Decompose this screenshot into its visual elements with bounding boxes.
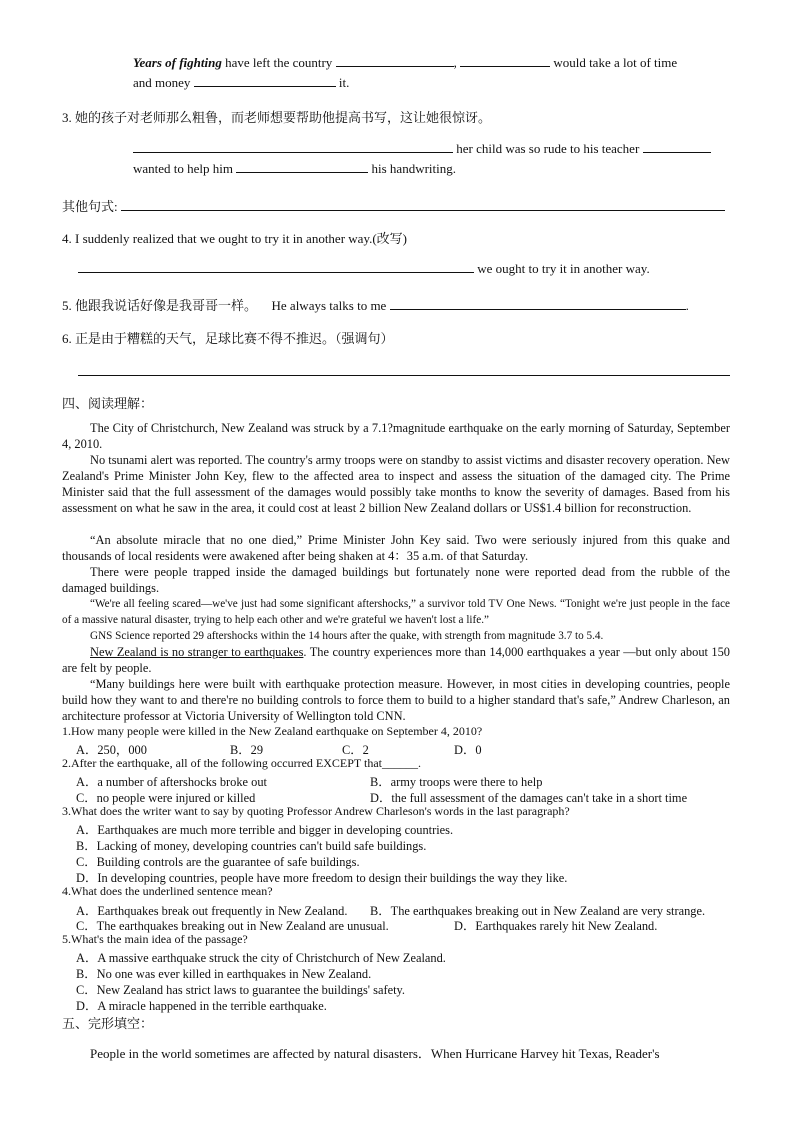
q2-option-b[interactable]: B．army troops were there to help — [370, 775, 543, 789]
q2-blank-3[interactable] — [194, 85, 336, 87]
q2-option-c[interactable]: C．no people were injured or killed — [76, 791, 256, 805]
passage-p2-text: No tsunami alert was reported. The country's army troops were on standby to assist victims and disaster recovery operation. New Zealand's Prime Minister John Key, flew to the affected area to inspect and assess the situation of the damaged city. The Prime Minister said that the full assessment of the damages would possibly take months to know the severity of damages. Based from his assessment on what he saw in the area, it could cost at least 2 billion New Zealand dollars or US$1.4 billion for reconstruction. — [62, 453, 730, 515]
q5-english: He always talks to me — [271, 298, 387, 313]
question-2: 2.After the earthquake, all of the following occurred EXCEPT that______. — [62, 756, 422, 770]
underlined-sentence: New Zealand is no stranger to earthquakes — [90, 645, 304, 659]
q4-option-d[interactable]: D．Earthquakes rarely hit New Zealand. — [454, 919, 658, 933]
q4-option-c[interactable]: C．The earthquakes breaking out in New Zealand are unusual. — [76, 919, 389, 933]
q3-line1 — [133, 141, 711, 157]
q2-line2-start: and money — [133, 75, 191, 90]
q5-option-c[interactable]: C．New Zealand has strict laws to guarantee the buildings' safety. — [76, 983, 405, 997]
q1-option-a[interactable]: A．250，000 — [76, 743, 147, 757]
q5-option-d[interactable]: D．A miracle happened in the terrible earthquake. — [76, 999, 327, 1013]
q5-end: . — [685, 298, 689, 313]
passage-p2 — [62, 452, 730, 516]
q2-comma: , — [453, 55, 457, 70]
passage-p7 — [62, 644, 730, 676]
q2-blank-1[interactable] — [336, 65, 454, 67]
q2-line1-text: have left the country — [225, 55, 333, 70]
q3-line1-text: her child was so rude to his teacher — [456, 141, 640, 156]
q3-prompt: 3. 她的孩子对老师那么粗鲁，而老师想要帮助他提高书写，这让她很惊讶。 — [62, 110, 492, 125]
q1-option-c[interactable]: C．2 — [342, 743, 369, 757]
q3-blank-2[interactable] — [643, 151, 711, 153]
q4-option-a[interactable]: A．Earthquakes break out frequently in New Zealand. — [76, 904, 348, 918]
passage-p3 — [62, 532, 730, 564]
q2-line1 — [133, 55, 677, 71]
other-patterns — [62, 196, 725, 215]
q5-option-a[interactable]: A．A massive earthquake struck the city of Christchurch of New Zealand. — [76, 951, 446, 965]
q4-answer-line — [78, 261, 650, 277]
question-4: 4.What does the underlined sentence mean? — [62, 884, 273, 898]
q3-option-c[interactable]: C．Building controls are the guarantee of safe buildings. — [76, 855, 360, 869]
section5-paragraph-start: People in the world sometimes are affected by natural disasters．When Hurricane Harvey hit Texas, Reader's — [90, 1046, 660, 1061]
passage-p7-rest: . The country experiences more than 14,000 earthquakes a year —but only about 150 are felt by people. — [62, 645, 730, 675]
q5-blank[interactable] — [390, 308, 686, 310]
question-3: 3.What does the writer want to say by quoting Professor Andrew Charleson's words in the last paragraph? — [62, 804, 570, 818]
q6-blank[interactable] — [78, 375, 730, 376]
section5-heading: 五、完形填空： — [62, 1016, 154, 1031]
other-label: 其他句式: — [62, 199, 118, 214]
passage-p6 — [62, 628, 730, 644]
question-1: 1.How many people were killed in the New Zealand earthquake on September 4, 2010? — [62, 724, 483, 738]
passage-p8 — [62, 676, 730, 724]
q5-prompt: 5. 他跟我说话好像是我哥哥一样。 — [62, 298, 258, 313]
passage-p4 — [62, 564, 730, 596]
passage-p1 — [62, 420, 730, 452]
passage-p5-text: “We're all feeling scared—we've just had some significant aftershocks,” a survivor told TV One News. “Tonight we're just people in the face of a massive natural disaster, trying to help each other and we're grateful we haven't lost a life.” — [62, 598, 730, 626]
q3-option-b[interactable]: B．Lacking of money, developing countries can't build safe buildings. — [76, 839, 427, 853]
q2-italic-phrase: Years of fighting — [133, 55, 222, 70]
q3-blank-1[interactable] — [133, 151, 453, 153]
q4-blank[interactable] — [78, 271, 474, 273]
q2-option-a[interactable]: A．a number of aftershocks broke out — [76, 775, 267, 789]
passage-p3-text: “An absolute miracle that no one died,” Prime Minister John Key said. Two were seriously injured from this quake and thousands of local residents were awakened after being shaken at 4：35 a.m. of that Saturday. — [62, 533, 730, 563]
q3-option-a[interactable]: A．Earthquakes are much more terrible and bigger in developing countries. — [76, 823, 454, 837]
section4-heading: 四、阅读理解： — [62, 396, 154, 411]
passage-p6-text: GNS Science reported 29 aftershocks within the 14 hours after the quake, with strength from magnitude 3.7 to 5.4. — [90, 630, 604, 642]
q4-option-b[interactable]: B．The earthquakes breaking out in New Zealand are very strange. — [370, 904, 706, 918]
q3-option-d[interactable]: D．In developing countries, people have more freedom to design their buildings the way they like. — [76, 871, 568, 885]
q2-line2-end: it. — [338, 75, 350, 90]
q5-option-b[interactable]: B．No one was ever killed in earthquakes in New Zealand. — [76, 967, 372, 981]
q3-line2-start: wanted to help him — [133, 161, 234, 176]
passage-p1-text: The City of Christchurch, New Zealand was struck by a 7.1?magnitude earthquake on the early morning of Saturday, September 4, 2010. — [62, 421, 730, 451]
q3-line2-end: his handwriting. — [371, 161, 457, 176]
q4-prompt: 4. I suddenly realized that we ought to try it in another way.(改写) — [62, 231, 408, 246]
passage-p8-text: “Many buildings here were built with earthquake protection measure. However, in most cities in developing countries, people build how they want to and there're no building controls to force them to build to a higher standard that's safe,” Andrew Charleson, an architecture professor at Victoria University of Wellington told CNN. — [62, 677, 730, 723]
q3-blank-3[interactable] — [236, 171, 368, 173]
q5-line — [62, 295, 689, 314]
question-5: 5.What's the main idea of the passage? — [62, 932, 248, 946]
q2-option-d[interactable]: D．the full assessment of the damages can't take in a short time — [370, 791, 688, 805]
q3-line2 — [133, 161, 456, 177]
q1-option-d[interactable]: D．0 — [454, 743, 482, 757]
q6-prompt: 6. 正是由于糟糕的天气，足球比赛不得不推迟。（强调句） — [62, 331, 394, 346]
other-blank[interactable] — [121, 209, 725, 211]
q2-line1-end: would take a lot of time — [553, 55, 678, 70]
q4-answer-end: we ought to try it in another way. — [477, 261, 650, 276]
q2-line2 — [133, 75, 349, 91]
q1-option-b[interactable]: B．29 — [230, 743, 264, 757]
passage-p5 — [62, 596, 730, 628]
q2-blank-2[interactable] — [460, 65, 550, 67]
passage-p4-text: There were people trapped inside the damaged buildings but fortunately none were reported dead from the rubble of the damaged buildings. — [62, 565, 730, 595]
